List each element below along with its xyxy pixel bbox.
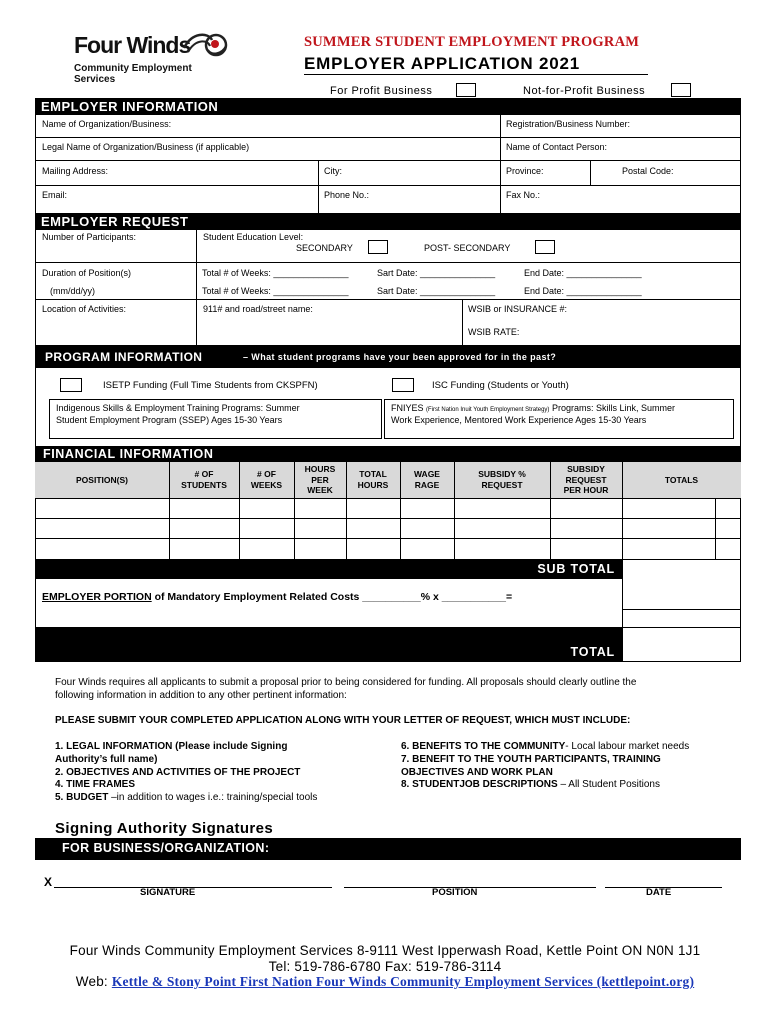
sub-total-label: SUB TOTAL <box>537 562 615 576</box>
position-label: POSITION <box>432 887 478 898</box>
col-total-hours-1: TOTAL <box>359 469 387 480</box>
num-participants-label: Number of Participants: <box>42 232 137 242</box>
signature-x: X <box>44 875 53 889</box>
address-911-label: 911# and road/street name: <box>203 304 313 314</box>
item-1b: Authority’s full name) <box>55 754 158 765</box>
col-wage-1: WAGE <box>414 469 440 480</box>
col-hours-3: WEEK <box>307 485 333 496</box>
start-date-field-2[interactable]: Sart Date: _______________ <box>377 286 496 296</box>
item-5 <box>55 791 317 804</box>
location-label: Location of Activities: <box>42 304 127 314</box>
fniyes-line-2: Work Experience, Mentored Work Experience Ages 15-30 Years <box>391 415 647 425</box>
financial-info-bar <box>35 446 741 462</box>
name-org-label: Name of Organization/Business: <box>42 119 172 129</box>
total-bar <box>35 627 622 662</box>
item-4: 4. TIME FRAMES <box>55 779 136 790</box>
footer-web <box>0 974 770 990</box>
post-secondary-label: POST- SECONDARY <box>424 243 511 253</box>
fniyes-line-1 <box>391 403 675 413</box>
item-2: 2. OBJECTIVES AND ACTIVITIES OF THE PROJECT <box>55 767 301 778</box>
footer-web-link[interactable]: Kettle & Stony Point First Nation Four Winds Community Employment Services (kettlepoint.org) <box>111 974 695 989</box>
fniyes-small: (First Nation Inuit Youth Employment Strategy) <box>426 407 550 413</box>
secondary-label: SECONDARY <box>296 243 353 253</box>
isetp-label: ISETP Funding (Full Time Students from CKSPFN) <box>103 380 318 391</box>
col-position: POSITION(S) <box>76 474 128 485</box>
employer-request-heading: EMPLOYER REQUEST <box>41 214 189 229</box>
post-secondary-checkbox[interactable] <box>535 240 555 254</box>
start-date-field-1[interactable]: Sart Date: _______________ <box>377 268 496 278</box>
col-wage <box>400 462 454 498</box>
footer-web-label: Web: <box>75 974 112 989</box>
col-totals: TOTALS <box>664 474 699 485</box>
item-1a: 1. LEGAL INFORMATION (Please include Signing <box>55 741 288 752</box>
col-weeks-1: # OF <box>257 469 276 480</box>
col-weeks <box>239 462 294 498</box>
signatures-heading: Signing Authority Signatures <box>55 820 274 837</box>
fniyes-suffix: Programs: Skills Link, Summer <box>551 403 675 413</box>
employer-info-bar <box>35 98 741 115</box>
employer-portion-rest: of Mandatory Employment Related Costs __________% x ___________= <box>151 591 513 603</box>
total-weeks-field-2[interactable]: Total # of Weeks: _______________ <box>202 286 349 296</box>
item-6-bold: 6. BENEFITS TO THE COMMUNITY <box>401 741 566 752</box>
isc-checkbox[interactable] <box>392 378 414 392</box>
col-subsidy-per-hour <box>550 462 622 498</box>
application-title: EMPLOYER APPLICATION 2021 <box>304 54 580 73</box>
col-hours-2: PER <box>311 474 329 485</box>
item-6 <box>401 740 689 753</box>
footer-address: Four Winds Community Employment Services 8-9111 West Ipperwash Road, Kettle Point ON N0N 1J1 <box>69 943 701 958</box>
col-wage-2: RAGE <box>414 480 440 490</box>
program-info-question: – What student programs have your been approved for in the past? <box>243 352 557 362</box>
isetp-checkbox[interactable] <box>60 378 82 392</box>
ssep-box <box>49 399 382 439</box>
email-label: Email: <box>42 190 68 200</box>
item-8 <box>401 778 660 791</box>
program-info-bar <box>35 345 741 368</box>
logo <box>60 30 235 85</box>
col-subsidy <box>454 462 550 498</box>
program-info-heading: PROGRAM INFORMATION <box>45 350 203 364</box>
col-students-1: # OF <box>194 469 214 480</box>
for-profit-checkbox[interactable] <box>456 83 476 97</box>
total-label: TOTAL <box>570 645 615 659</box>
item-8-bold: 8. STUDENTJOB DESCRIPTIONS <box>401 779 558 790</box>
intro-line-2: following information in addition to any other pertinent information: <box>55 690 347 701</box>
logo-name: Four Winds <box>74 32 191 58</box>
education-level-label: Student Education Level: <box>203 232 304 242</box>
date-format-label: (mm/dd/yy) <box>50 286 95 296</box>
fniyes-prefix: FNIYES <box>391 403 424 413</box>
item-7b: OBJECTIVES AND WORK PLAN <box>401 767 553 778</box>
postal-code-label: Postal Code: <box>622 166 674 176</box>
date-label: DATE <box>646 887 672 898</box>
for-profit-label: For Profit Business <box>330 85 433 97</box>
total-weeks-field-1[interactable]: Total # of Weeks: _______________ <box>202 268 349 278</box>
item-6-rest: - Local labour market needs <box>565 741 690 752</box>
city-label: City: <box>324 166 342 176</box>
col-hours-1: HOURS <box>304 464 336 475</box>
duration-label: Duration of Position(s) <box>42 268 132 278</box>
col-weeks-2: WEEKS <box>250 480 283 490</box>
col-subreq-1: SUBSIDY <box>567 464 605 475</box>
submit-instructions: PLEASE SUBMIT YOUR COMPLETED APPLICATION ALONG WITH YOUR LETTER OF REQUEST, WHICH MUST INCLUDE: <box>55 715 631 726</box>
employer-request-bar <box>35 213 741 230</box>
signature-label: SIGNATURE <box>140 887 196 898</box>
col-total-hours-2: HOURS <box>357 480 389 490</box>
col-subsidy-1: SUBSIDY % <box>478 469 526 480</box>
intro-line-1: Four Winds requires all applicants to submit a proposal prior to being considered for funding. All proposals should clearly outline the <box>55 677 637 688</box>
col-hours <box>294 462 346 498</box>
program-title: SUMMER STUDENT EMPLOYMENT PROGRAM <box>304 34 640 50</box>
legal-name-label: Legal Name of Organization/Business (if applicable) <box>42 142 250 152</box>
wsib-rate-label: WSIB RATE: <box>468 327 520 337</box>
col-total-hours <box>346 462 400 498</box>
employer-portion-label: EMPLOYER PORTION <box>42 591 152 603</box>
for-business-bar <box>35 838 741 860</box>
for-business-label: FOR BUSINESS/ORGANIZATION: <box>62 841 270 855</box>
isc-label: ISC Funding (Students or Youth) <box>432 380 569 391</box>
ssep-line-1: Indigenous Skills & Employment Training Programs: Summer <box>56 403 300 413</box>
col-students <box>169 462 239 498</box>
financial-info-heading: FINANCIAL INFORMATION <box>43 447 214 461</box>
title-underline <box>304 74 648 75</box>
employer-info-heading: EMPLOYER INFORMATION <box>41 99 219 114</box>
phone-label: Phone No.: <box>324 190 370 200</box>
item-8-rest: – All Student Positions <box>557 779 660 790</box>
fniyes-box <box>384 399 734 439</box>
secondary-checkbox[interactable] <box>368 240 388 254</box>
wind-swirl-icon <box>182 30 230 60</box>
not-for-profit-label: Not-for-Profit Business <box>523 85 646 97</box>
mailing-address-label: Mailing Address: <box>42 166 109 176</box>
footer-phone: Tel: 519-786-6780 Fax: 519-786-3114 <box>268 959 502 974</box>
contact-person-label: Name of Contact Person: <box>506 142 608 152</box>
reg-number-label: Registration/Business Number: <box>506 119 631 129</box>
end-date-field-1[interactable]: End Date: _______________ <box>524 268 642 278</box>
item-7a: 7. BENEFIT TO THE YOUTH PARTICIPANTS, TRAINING <box>401 754 661 765</box>
ssep-line-2: Student Employment Program (SSEP) Ages 15-30 Years <box>56 415 283 425</box>
wsib-insurance-label: WSIB or INSURANCE #: <box>468 304 568 314</box>
logo-subtitle: Community Employment Services <box>74 63 192 85</box>
employer-portion-text <box>42 591 512 603</box>
col-subsidy-2: REQUEST <box>481 480 523 490</box>
col-subreq-3: PER HOUR <box>563 485 609 496</box>
province-label: Province: <box>506 166 544 176</box>
sub-total-bar <box>35 559 622 579</box>
not-for-profit-checkbox[interactable] <box>671 83 691 97</box>
end-date-field-2[interactable]: End Date: _______________ <box>524 286 642 296</box>
col-students-2: STUDENTS <box>181 480 227 490</box>
fax-label: Fax No.: <box>506 190 541 200</box>
item-5-bold: 5. BUDGET <box>55 792 109 803</box>
col-subreq-2: REQUEST <box>565 474 607 485</box>
item-5-rest: –in addition to wages i.e.: training/special tools <box>108 792 318 803</box>
